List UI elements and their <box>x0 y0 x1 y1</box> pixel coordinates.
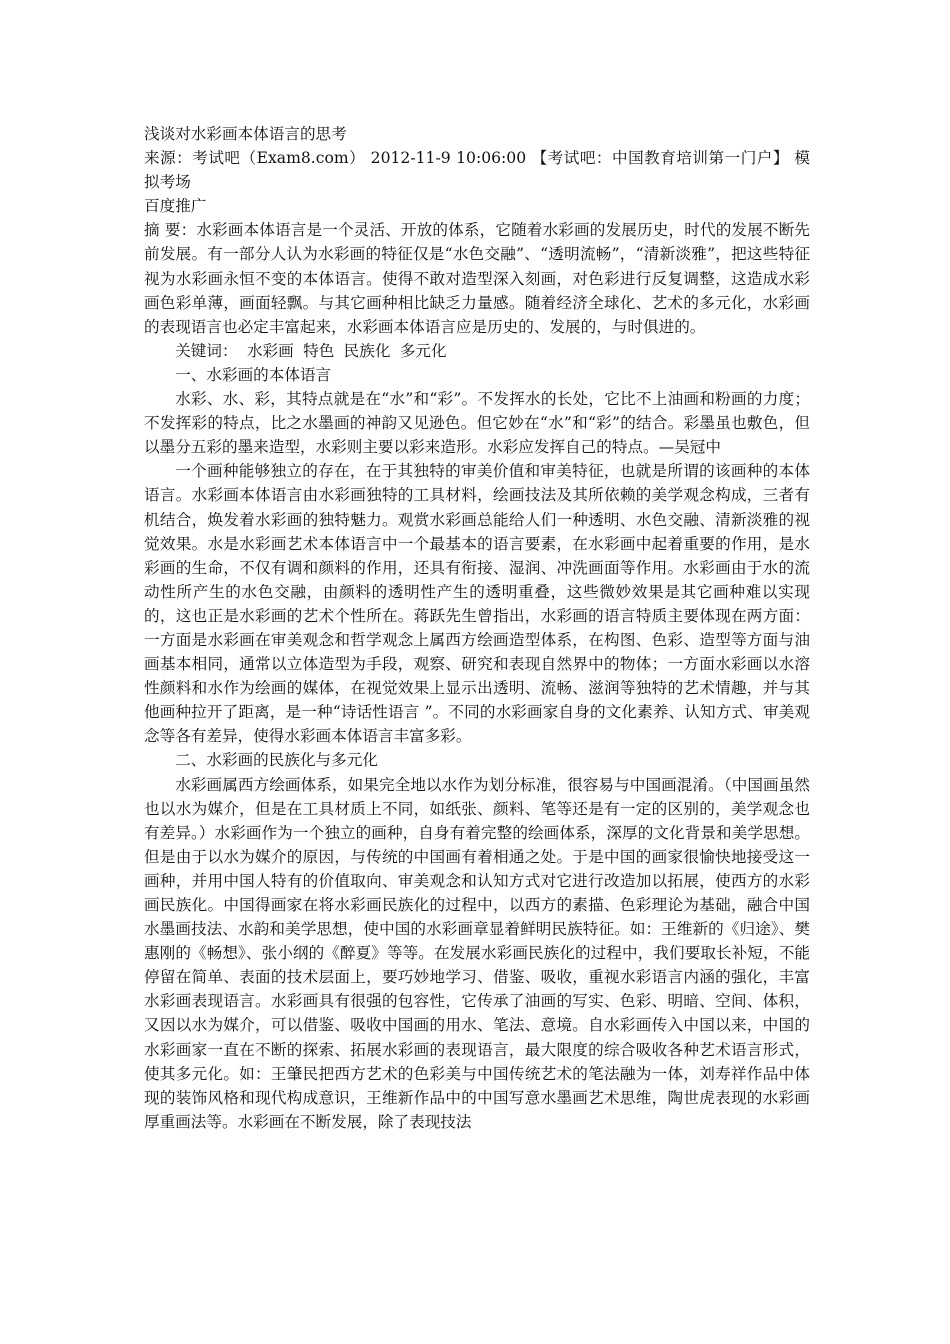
body-paragraph: 一个画种能够独立的存在，在于其独特的审美价值和审美特征，也就是所谓的该画种的本体语言。水彩画本体语言由水彩画独特的工具材料，绘画技法及其所依赖的美学观念构成，三者有机结合，焕发着水彩画的独特魅力。观赏水彩画总能给人们一种透明、水色交融、清新淡雅的视觉效果。水是水彩画艺术本体语言中一个最基本的语言要素，在水彩画中起着重要的作用，是水彩画的生命，不仅有调和颜料的作用，还具有衔接、湿润、冲洗画面等作用。水彩画由于水的流动性所产生的水色交融，由颜料的透明性产生的透明重叠，这些微妙效果是其它画种难以实现的，这也正是水彩画的艺术个性所在。蒋跃先生曾指出，水彩画的语言特质主要体现在两方面：一方面是水彩画在审美观念和哲学观念上属西方绘画造型体系，在构图、色彩、造型等方面与油画基本相同，通常以立体造型为手段，观察、研究和表现自然界中的物体；一方面水彩画以水溶性颜料和水作为绘画的媒体，在视觉效果上显示出透明、流畅、滋润等独特的艺术情趣，并与其他画种拉开了距离，是一种“诗话性语言 ”。不同的水彩画家自身的文化素养、认知方式、审美观念等各有差异，使得水彩画本体语言丰富多彩。 <box>144 462 810 746</box>
section-heading: 二、水彩画的民族化与多元化 <box>175 751 378 770</box>
article-title: 浅谈对水彩画本体语言的思考 <box>144 125 347 143</box>
abstract-paragraph: 摘 要：水彩画本体语言是一个灵活、开放的体系，它随着水彩画的发展历史，时代的发展不断先前发展。有一部分人认为水彩画的特征仅是“水色交融”、“透明流畅”，“清新淡雅”，把这些特征视为水彩画永恒不变的本体语言。使得不敢对造型深入刻画，对色彩进行反复调整，这造成水彩画色彩单薄，画面轻飘。与其它画种相比缺乏力量感。随着经济全球化、艺术的多元化，水彩画的表现语言也必定丰富起来，水彩画本体语言应是历史的、发展的，与时俱进的。 <box>144 221 810 336</box>
keyword: 特色 <box>303 341 335 360</box>
keywords-line <box>144 339 810 363</box>
article-source: 来源：考试吧（Exam8.com） 2012-11-9 10:06:00 【考试吧：中国教育培训第一门户】 模拟考场 <box>144 149 810 192</box>
keywords-label: 关键词： <box>175 341 238 360</box>
keyword: 民族化 <box>343 341 391 360</box>
body-paragraph: 水彩、水、彩，其特点就是在“水”和“彩”。不发挥水的长处，它比不上油画和粉画的力度；不发挥彩的特点，比之水墨画的神韵又见逊色。但它妙在“水”和“彩”的结合。彩墨虽也敷色，但以墨分五彩的墨来造型，水彩则主要以彩来造形。水彩应发挥自己的特点。—吴冠中 <box>144 390 810 457</box>
section-heading: 一、水彩画的本体语言 <box>175 365 332 384</box>
document-page <box>144 122 810 1134</box>
body-paragraph: 水彩画属西方绘画体系，如果完全地以水作为划分标准，很容易与中国画混淆。（中国画虽然也以水为媒介，但是在工具材质上不同，如纸张、颜料、笔等还是有一定的区别的，美学观念也有差异。）水彩画作为一个独立的画种，自身有着完整的绘画体系，深厚的文化背景和美学思想。但是由于以水为媒介的原因，与传统的中国画有着相通之处。于是中国的画家很愉快地接受这一画种，并用中国人特有的价值取向、审美观念和认知方式对它进行改造加以拓展，使西方的水彩画民族化。中国得画家在将水彩画民族化的过程中，以西方的素描、色彩理论为基础，融合中国水墨画技法、水韵和美学思想，使中国的水彩画章显着鲜明民族特征。如：王维新的《归途》、樊惠刚的《畅想》、张小纲的《醉夏》等等。在发展水彩画民族化的过程中，我们要取长补短，不能停留在简单、表面的技术层面上，要巧妙地学习、借鉴、吸收，重视水彩语言内涵的强化，丰富水彩画表现语言。水彩画具有很强的包容性，它传承了油画的写实、色彩、明暗、空间、体积，又因以水为媒介，可以借鉴、吸收中国画的用水、笔法、意境。自水彩画传入中国以来，中国的水彩画家一直在不断的探索、拓展水彩画的表现语言，最大限度的综合吸收各种艺术语言形式，使其多元化。如：王肇民把西方艺术的色彩美与中国传统艺术的笔法融为一体，刘寿祥作品中体现的装饰风格和现代构成意识，王维新作品中的中国写意水墨画艺术思维，陶世虎表现的水彩画厚重画法等。水彩画在不断发展，除了表现技法 <box>144 775 810 1131</box>
keyword: 多元化 <box>399 341 447 360</box>
keyword: 水彩画 <box>246 341 294 360</box>
promo-label: 百度推广 <box>144 197 207 216</box>
